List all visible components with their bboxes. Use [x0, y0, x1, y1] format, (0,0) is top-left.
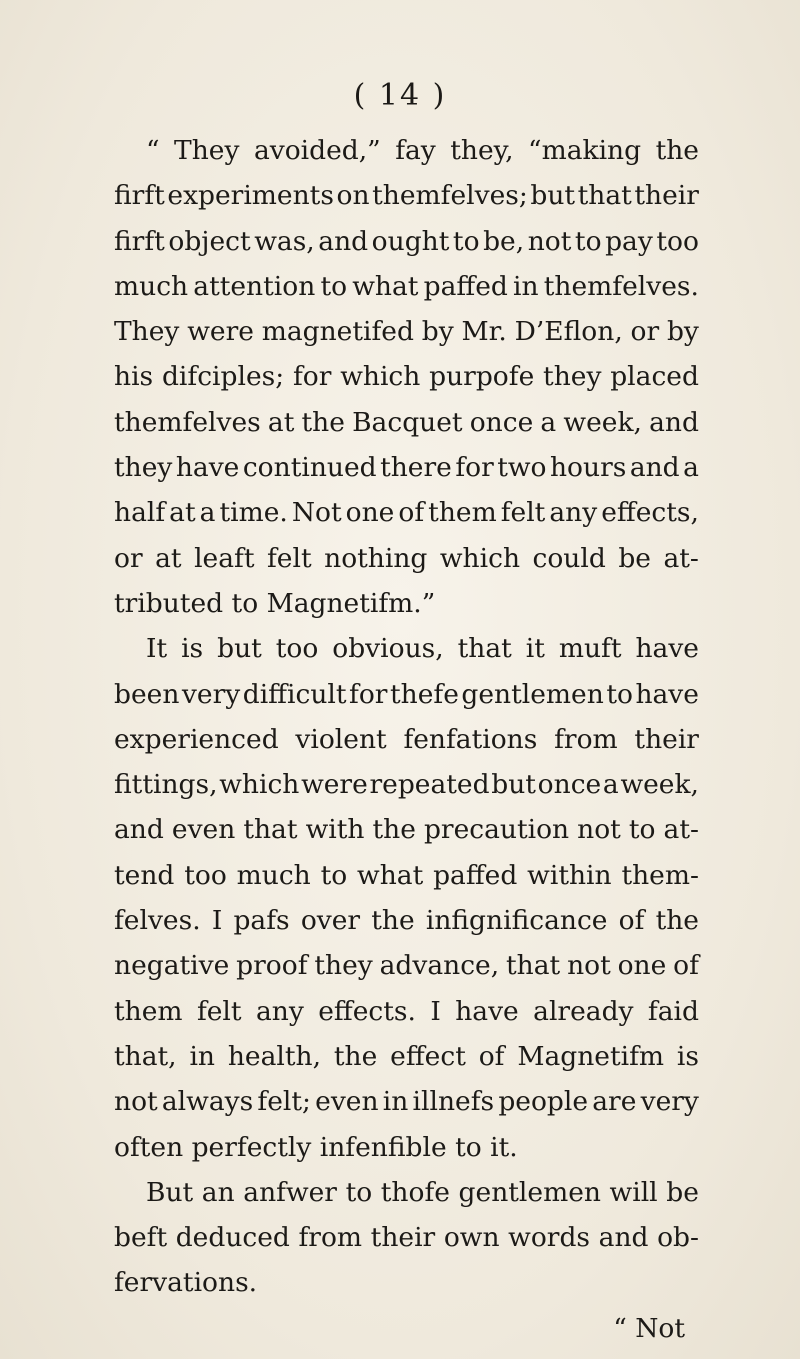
word: even: [171, 814, 236, 846]
word: have: [635, 633, 699, 665]
text-line-7: [114, 400, 699, 445]
word: themfelves: [114, 406, 261, 438]
word: which: [439, 542, 521, 574]
text-line-16: [114, 807, 699, 852]
word: their: [634, 180, 699, 212]
word: their: [634, 723, 699, 755]
word: in: [382, 1086, 409, 1118]
word: the: [301, 406, 345, 438]
word: too: [184, 859, 227, 891]
word: a: [540, 406, 557, 438]
word: own: [443, 1222, 500, 1254]
word: muft: [558, 633, 622, 665]
word: It: [146, 633, 168, 665]
word: which: [219, 769, 300, 801]
text-line-12: [114, 626, 699, 671]
word: once: [537, 769, 602, 801]
text-line-4: [114, 264, 699, 309]
catchword: “ Not: [613, 1312, 685, 1344]
word: Not: [291, 497, 342, 529]
word: “: [146, 135, 160, 166]
word: health,: [227, 1040, 322, 1072]
text-line-19: [114, 943, 699, 988]
word: paffed: [423, 270, 508, 302]
word: they,: [450, 135, 514, 166]
word: was,: [254, 225, 315, 257]
word: not: [577, 814, 621, 846]
word: were: [187, 316, 254, 348]
word: even: [315, 1086, 379, 1118]
word: are: [592, 1086, 637, 1118]
word: and: [629, 452, 680, 484]
word: precaution: [423, 814, 570, 846]
word: their: [370, 1222, 436, 1254]
word: within: [527, 859, 612, 891]
body-text: [114, 128, 699, 1351]
word: gentlemen: [458, 1176, 601, 1208]
word: but: [217, 633, 262, 665]
word: Mr.: [461, 316, 507, 348]
word: which: [340, 361, 421, 393]
word: time.: [219, 497, 288, 529]
word: placed: [610, 361, 699, 393]
word: or: [630, 316, 660, 348]
word: them: [114, 995, 183, 1027]
word: pafs: [233, 905, 290, 937]
word: have: [455, 995, 519, 1027]
word: anfwer: [243, 1176, 337, 1208]
word: a: [199, 497, 216, 529]
word: proof: [236, 950, 308, 982]
word: purpofe: [429, 361, 535, 393]
word: beft: [114, 1222, 168, 1254]
word: object: [168, 225, 251, 257]
word: at-: [663, 542, 699, 574]
word: at: [169, 497, 196, 529]
word: tend: [114, 859, 175, 891]
word: to: [628, 814, 656, 846]
text-line-17: [114, 853, 699, 898]
word: ob-: [657, 1222, 699, 1254]
word: that,: [114, 1040, 177, 1072]
word: with: [305, 814, 365, 846]
word: infignificance: [425, 905, 608, 937]
word: the: [371, 905, 415, 937]
word: and: [598, 1222, 649, 1254]
word: effect: [390, 1040, 466, 1072]
word: people: [498, 1086, 589, 1118]
word: difciples;: [161, 361, 285, 393]
word: firft: [114, 225, 165, 257]
word: for: [292, 361, 332, 393]
text-line-11: tributed to Magnetifm.”: [114, 587, 436, 619]
word: not: [567, 950, 611, 982]
word: be: [666, 1176, 699, 1208]
page-number: ( 14 ): [353, 78, 447, 113]
word: what: [352, 270, 419, 302]
text-line-26: fervations.: [114, 1267, 258, 1299]
text-line-2: [114, 173, 699, 218]
text-line-25: [114, 1215, 699, 1260]
word: not: [114, 1086, 158, 1118]
word: from: [298, 1222, 363, 1254]
text-line-1: [114, 128, 699, 173]
word: too: [275, 633, 319, 665]
word: firft: [114, 180, 165, 212]
word: deduced: [175, 1222, 290, 1254]
word: and: [114, 814, 164, 846]
word: of: [398, 497, 425, 529]
word: not: [527, 225, 572, 257]
word: of: [618, 905, 645, 937]
word: much: [114, 270, 189, 302]
word: have: [635, 678, 699, 710]
word: advance,: [379, 950, 500, 982]
word: is: [676, 1040, 699, 1072]
word: themfelves.: [543, 270, 699, 302]
word: felt: [196, 995, 242, 1027]
word: D’Eflon,: [514, 316, 623, 348]
word: be,: [483, 225, 525, 257]
word: there: [380, 452, 452, 484]
word: a: [683, 452, 699, 484]
text-line-23: often perfectly infenfible to it.: [114, 1131, 518, 1163]
word: to: [320, 859, 348, 891]
word: the: [655, 135, 699, 166]
word: at-: [663, 814, 699, 846]
word: by: [421, 316, 454, 348]
word: any: [255, 995, 304, 1027]
word: they: [114, 452, 173, 484]
word: words: [508, 1222, 591, 1254]
text-line-20: [114, 989, 699, 1034]
word: once: [469, 406, 534, 438]
word: experiments: [167, 180, 334, 212]
word: faid: [647, 995, 699, 1027]
word: for: [349, 678, 388, 710]
word: thofe: [380, 1176, 450, 1208]
word: obvious,: [332, 633, 444, 665]
word: at: [267, 406, 295, 438]
word: themfelves;: [372, 180, 528, 212]
word: avoided,”: [253, 135, 381, 166]
text-line-9: [114, 490, 699, 535]
word: very: [181, 678, 241, 710]
word: week,: [620, 769, 699, 801]
text-line-8: [114, 445, 699, 490]
word: were: [301, 769, 368, 801]
word: effects.: [318, 995, 416, 1027]
word: of: [673, 950, 699, 982]
word: two: [497, 452, 547, 484]
word: fay: [395, 135, 436, 166]
word: it: [525, 633, 545, 665]
word: but: [530, 180, 576, 212]
word: gentlemen: [461, 678, 604, 710]
word: have: [175, 452, 240, 484]
word: to: [320, 270, 348, 302]
word: over: [300, 905, 361, 937]
text-line-18: [114, 898, 699, 943]
word: continued: [242, 452, 377, 484]
text-line-24: [114, 1170, 699, 1215]
word: one: [345, 497, 395, 529]
text-line-3: [114, 219, 699, 264]
word: on: [336, 180, 370, 212]
word: but: [491, 769, 536, 801]
word: the: [333, 1040, 378, 1072]
word: the: [372, 814, 416, 846]
text-line-15: [114, 762, 699, 807]
word: fittings,: [114, 769, 218, 801]
text-line-5: [114, 309, 699, 354]
word: “making: [528, 135, 642, 166]
word: They: [174, 135, 240, 166]
word: at: [155, 542, 182, 574]
text-line-22: [114, 1079, 699, 1124]
word: his: [114, 361, 154, 393]
word: is: [181, 633, 204, 665]
word: to: [452, 225, 480, 257]
word: that: [577, 180, 632, 212]
text-line-14: [114, 717, 699, 762]
text-line-6: [114, 354, 699, 399]
word: felt;: [257, 1086, 311, 1118]
word: a: [602, 769, 619, 801]
word: I: [211, 905, 223, 937]
word: an: [201, 1176, 235, 1208]
word: attention: [193, 270, 316, 302]
word: the: [655, 905, 699, 937]
word: pay: [605, 225, 653, 257]
word: of: [478, 1040, 505, 1072]
word: I: [430, 995, 441, 1027]
word: always: [161, 1086, 254, 1118]
word: repeated: [369, 769, 490, 801]
word: half: [114, 497, 166, 529]
word: very: [640, 1086, 699, 1118]
word: could: [532, 542, 606, 574]
word: already: [533, 995, 634, 1027]
text-line-21: [114, 1034, 699, 1079]
word: and: [318, 225, 369, 257]
word: in: [513, 270, 539, 302]
word: Magnetifm: [517, 1040, 665, 1072]
word: ought: [371, 225, 450, 257]
word: felves.: [114, 905, 201, 937]
word: effects,: [601, 497, 699, 529]
word: negative: [114, 950, 230, 982]
word: magnetifed: [261, 316, 414, 348]
word: they: [314, 950, 373, 982]
word: nothing: [324, 542, 428, 574]
word: hours: [549, 452, 627, 484]
word: much: [236, 859, 311, 891]
word: paffed: [433, 859, 518, 891]
word: They: [114, 316, 180, 348]
word: or: [114, 542, 143, 574]
word: to: [345, 1176, 373, 1208]
word: that: [243, 814, 298, 846]
word: them-: [621, 859, 699, 891]
word: fenfations: [403, 723, 538, 755]
word: for: [455, 452, 494, 484]
word: that: [506, 950, 561, 982]
word: difficult: [242, 678, 347, 710]
word: been: [114, 678, 180, 710]
word: week,: [563, 406, 642, 438]
word: what: [357, 859, 424, 891]
word: be: [618, 542, 651, 574]
word: experienced: [114, 723, 279, 755]
word: and: [649, 406, 699, 438]
word: any: [549, 497, 598, 529]
word: to: [574, 225, 602, 257]
text-line-10: [114, 536, 699, 581]
word: Bacquet: [352, 406, 463, 438]
text-line-13: [114, 672, 699, 717]
word: from: [554, 723, 618, 755]
word: violent: [295, 723, 387, 755]
word: in: [189, 1040, 215, 1072]
word: But: [146, 1176, 194, 1208]
word: thefe: [389, 678, 459, 710]
word: to: [606, 678, 633, 710]
word: will: [609, 1176, 658, 1208]
word: felt: [500, 497, 546, 529]
word: too: [656, 225, 699, 257]
word: them: [428, 497, 497, 529]
word: by: [666, 316, 699, 348]
word: felt: [267, 542, 312, 574]
word: one: [617, 950, 667, 982]
word: illnefs: [412, 1086, 495, 1118]
word: they: [543, 361, 602, 393]
word: that: [457, 633, 512, 665]
word: leaft: [194, 542, 255, 574]
